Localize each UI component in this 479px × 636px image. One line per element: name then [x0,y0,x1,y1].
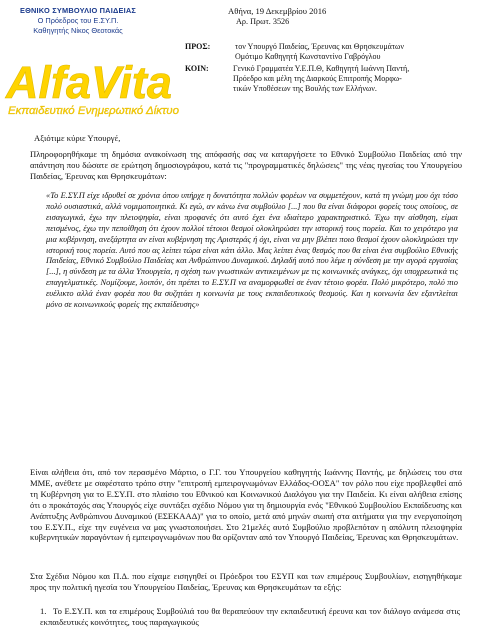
to-label: ΠΡΟΣ: [185,42,211,51]
sender-organization: ΕΘΝΙΚΟ ΣΥΜΒΟΥΛΙΟ ΠΑΙΔΕΙΑΣ [19,6,137,15]
watermark-brand: AlfaVita [6,57,172,108]
cc-line: Γενικό Γραμματέα Υ.Ε.Π.Θ, Καθηγητή Ιωάννη Παντή, [233,64,410,73]
to-line: Ομότιμο Καθηγητή Κωνσταντίνο Γαβρόγλου [235,52,381,61]
paragraph-2: Είναι αλήθεια ότι, από τον περασμένο Μάρτιο, ο Γ.Γ. του Υπουργείου καθηγητής Ιωάννης Παντής, με δηλώσεις του στα ΜΜΕ, ανέθετε με σαφέστατο τρόπο στην "επιτροπή εμπειρογνωμόνων Ελλάδος-ΟΟΣΑ" τον ρόλο που είχε προβλεφθεί από τη Κυβέρνηση για το Ε.ΣΥ.Π. στο πλαίσιο του Εθνικού και Κοινωνικού Διαλόγου για την Παιδεία. Κι είναι αλήθεια επίσης ότι ο προκάτοχός σας Υπουργός είχε συντάξει σχέδιο Νόμου για τη δημιουργία ενός "Εθνικού Συμβουλίου Εκπαίδευσης και Ανάπτυξης Ανθρώπινου Δυναμικού (ΕΣΕΚΑΑΔ)" για το οποίο, μετά από μηνών σιωπή στα αιτήματα για την ενεργοποίηση του Ε.ΣΥ.Π., είχε την ευγένεια να μας γνωστοποιήσει. Στο 21μελές αυτό Συμβούλιο προβλεπόταν η απόλυτη πλειοψηφία κυβερνητικών παραγόντων ή εμπειρογνωμόνων που θα ορίζονταν από τον Υπουργό Παιδείας, Έρευνας και Θρησκευμάτων. [30,467,462,543]
paragraph-1: Πληροφορηθήκαμε τη δημόσια ανακοίνωση της απόφασής σας να καταργήσετε το Εθνικό Συμβούλιο Παιδείας από την απάντηση που δώσατε σε ερώτηση δημοσιογράφου, κατά τις "προγραμματικές δηλώσεις" της νέας ηγεσίας του Υπουργείου Παιδείας, Έρευνας και Θρησκευμάτων: [30,149,462,181]
item-number: 1. [40,606,47,616]
watermark-tagline: Εκπαιδευτικό Ενημερωτικό Δίκτυο [8,105,180,117]
sender-name: Καθηγητής Νίκος Θεοτοκάς [33,26,123,35]
cc-line: τικών Υποθέσεων της Βουλής των Ελλήνων. [233,84,377,93]
greeting: Αξιότιμε κύριε Υπουργέ, [34,133,121,143]
numbered-item-1 [40,606,460,628]
cc-line: Πρόεδρο και μέλη της Διαρκούς Επιτροπής Μορφω- [233,74,402,83]
alfavita-watermark-logo [4,54,224,120]
paragraph-3: Στα Σχέδια Νόμου και Π.Δ. που είχαμε εισηγηθεί οι Πρόεδροι του ΕΣΥΠ και των επιμέρους Συμβουλίων, εισηγηθήκαμε προς την πολιτική ηγεσία του Υπουργείου Παιδείας, Έρευνας και Θρησκευμάτων τα εξής: [30,571,462,592]
letter-date: Αθήνα, 19 Δεκεμβρίου 2016 [228,6,327,16]
item-text: Το Ε.ΣΥ.Π. και τα επιμέρους Συμβούλιά του θα θεραπεύουν την εκπαιδευτική έρευνα και τον διάλογο ανάμεσα στις εκπαιδευτικές κοινότητες, τους παραγωγικούς [40,606,460,627]
cc-recipients [233,64,473,94]
quoted-statement: «Το Ε.ΣΥ.Π είχε ιδρυθεί σε χρόνια όπου υπήρχε η δυνατότητα πολλών φορέων να συμμετέχουν, κατά τη γνώμη μου όχι τόσο πολύ ουσιαστικά, αλλά νομιμοποιητικά. Κι εγώ, αν κάνω ένα συμβούλιο [...] που θα είναι διάφοροι φορείς τους οποίους, σε εισαγωγικά, έχω την πλειοψηφία, είναι προφανές ότι αυτό έχει ένα ιδιαίτερο χαρακτηριστικό. Έχω την αίσθηση, είμαι πεισμένος, έχω την πεποίθηση ότι έχουν πολλοί τέτοιοι θεσμοί ολοκληρώσει την ιστορική τους πορεία. Και το χειρότερο για μια κυβέρνηση, ανεξάρτητα αν είναι κυβέρνηση της Αριστεράς ή όχι, είναι να μην βλέπει ποιο θεσμοί έχουν ολοκληρώσει την ιστορική τους πορεία. Αυτό που ας λείπει τώρα είναι κάτι άλλο. Μας λείπει ένας θεσμός που θα είναι ένα συμβούλιο Εθνικής Παιδείας, Εθνικό Συμβούλιο Παιδείας και Ανθρώπινου Δυναμικού. Δηλαδή αυτό που λέμε η σύνδεση με την αγορά εργασίας [...], η σύνδεση με τα άλλα Υπουργεία, η σχέση των γνωστικών αντικειμένων με τις κοινωνικές ανάγκες, όχι υποχρεωτικά τις επαγγελματικές. Νομίζουμε, λοιπόν, ότι πρέπει το Ε.ΣΥ.Π να αναμορφωθεί σε έναν τέτοιο φορέα. Πολύ μικρότερο, πολύ πιο ευέλικτο αλλά έναν φορέα που θα συζητάει η κοινωνία με τους εκπαιδευτικούς θεσμούς. Και η κοινωνία δεν εξαντλείται μόνο σε κοινωνικούς φορείς της εκπαίδευσης» [46,191,458,310]
protocol-number: Αρ. Πρωτ. 3526 [236,17,290,26]
sender-block [8,6,148,36]
to-line: τον Υπουργό Παιδείας, Έρευνας και Θρησκευμάτων [235,42,404,51]
to-recipients [235,42,471,62]
cc-label: ΚΟΙΝ: [185,64,209,73]
sender-role: Ο Πρόεδρος του Ε.ΣΥ.Π. [37,16,119,25]
